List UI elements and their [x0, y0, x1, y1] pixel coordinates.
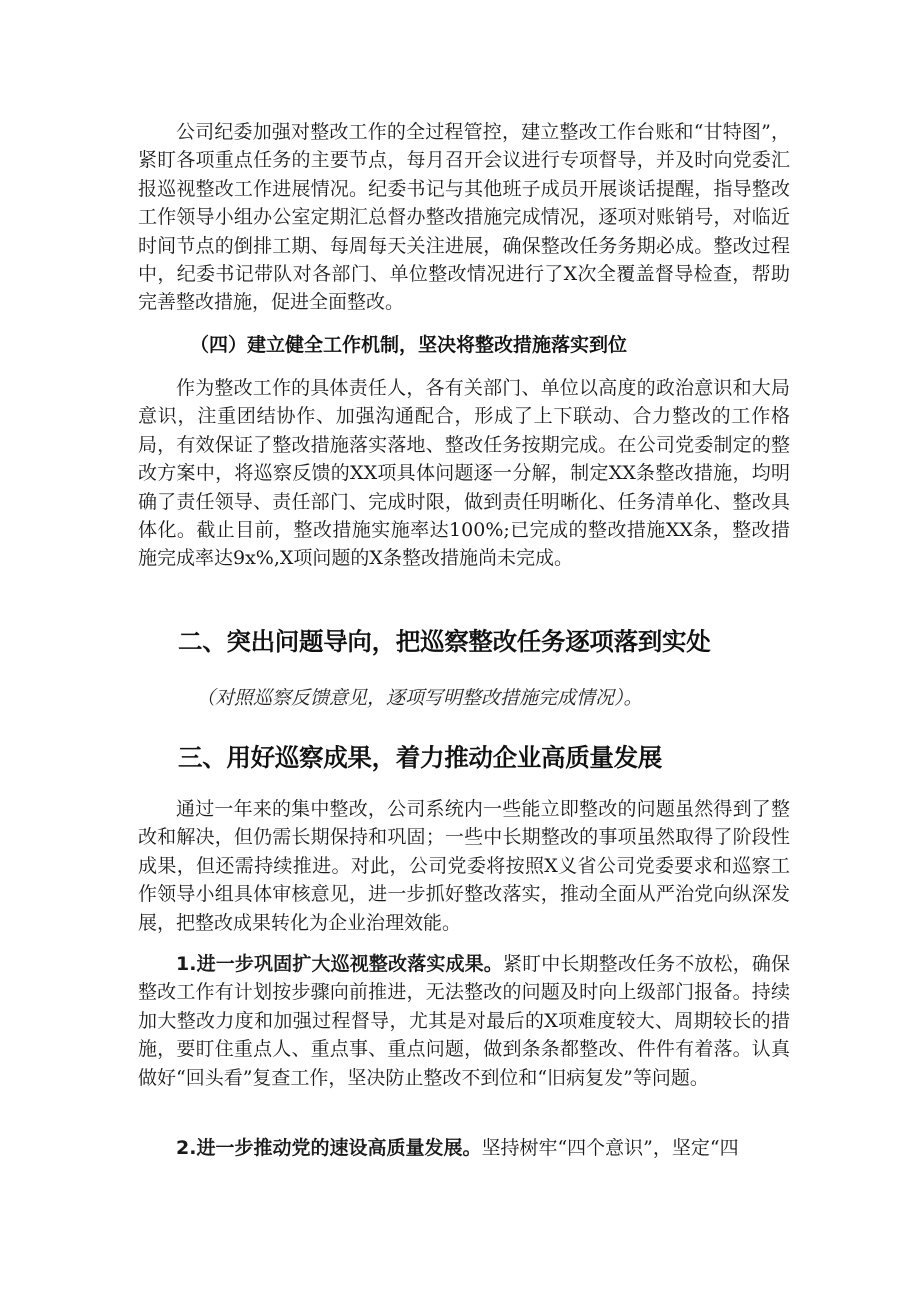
list-item-1 [138, 950, 790, 1092]
note-section-two: （对照巡察反馈意见，逐项写明整改措施完成情况）。 [196, 687, 643, 709]
list-item-1-lead: 1.进一步巩固扩大巡视整改落实成果。 [176, 953, 503, 975]
list-item-2-body: 坚持树牢“四个意识”，坚定“四 [481, 1137, 739, 1159]
heading-section-three: 三、用好巡察成果，着力推动企业高质量发展 [178, 743, 662, 772]
subheading-work-mechanism: （四）建立健全工作机制，坚决将整改措施落实到位 [190, 334, 628, 356]
heading-section-two: 二、突出问题导向，把巡察整改任务逐项落到实处 [178, 627, 711, 656]
paragraph-inspection-results: 通过一年来的集中整改，公司系统内一些能立即整改的问题虽然得到了整改和解决，但仍需长期保持和巩固；一些中长期整改的事项虽然取得了阶段性成果，但还需持续推进。对此，公司党委将按照X义省公司党委要求和巡察工作领导小组具体审核意见，进一步抓好整改落实，推动全面从严治党向纵深发展，把整改成果转化为企业治理效能。 [138, 798, 790, 934]
list-item-2 [138, 1134, 790, 1162]
list-item-2-lead: 2.进一步推动党的速设高质量发展。 [176, 1137, 482, 1159]
list-item-1-body: 紧盯中长期整改任务不放松，确保整改工作有计划按步骤向前推进，无法整改的问题及时向上级部门报备。持续加大整改力度和加强过程督导，尤其是对最后的X项难度较大、周期较长的措施，要盯住重点人、重点事、重点问题，做到条条都整改、件件有着落。认真做好“回头看”复查工作，坚决防止整改不到位和“旧病复发”等问题。 [138, 953, 790, 1089]
paragraph-responsibility: 作为整改工作的具体责任人，各有关部门、单位以高度的政治意识和大局意识，注重团结协作、加强沟通配合，形成了上下联动、合力整改的工作格局，有效保证了整改措施落实落地、整改任务按期完成。在公司党委制定的整改方案中，将巡察反馈的XX项具体问题逐一分解，制定XX条整改措施，均明确了责任领导、责任部门、完成时限，做到责任明晰化、任务清单化、整改具体化。截止目前，整改措施实施率达100%;已完成的整改措施XX条，整改措施完成率达9x%,X项问题的X条整改措施尚未完成。 [138, 377, 790, 570]
paragraph-discipline-oversight: 公司纪委加强对整改工作的全过程管控，建立整改工作台账和“甘特图”，紧盯各项重点任务的主要节点，每月召开会议进行专项督导，并及时向党委汇报巡视整改工作进展情况。纪委书记与其他班子成员开展谈话提醒，指导整改工作领导小组办公室定期汇总督办整改措施完成情况，逐项对账销号，对临近时间节点的倒排工期、每周每天关注进展，确保整改任务务期必成。整改过程中，纪委书记带队对各部门、单位整改情况进行了X次全覆盖督导检查，帮助完善整改措施，促进全面整改。 [138, 121, 790, 314]
